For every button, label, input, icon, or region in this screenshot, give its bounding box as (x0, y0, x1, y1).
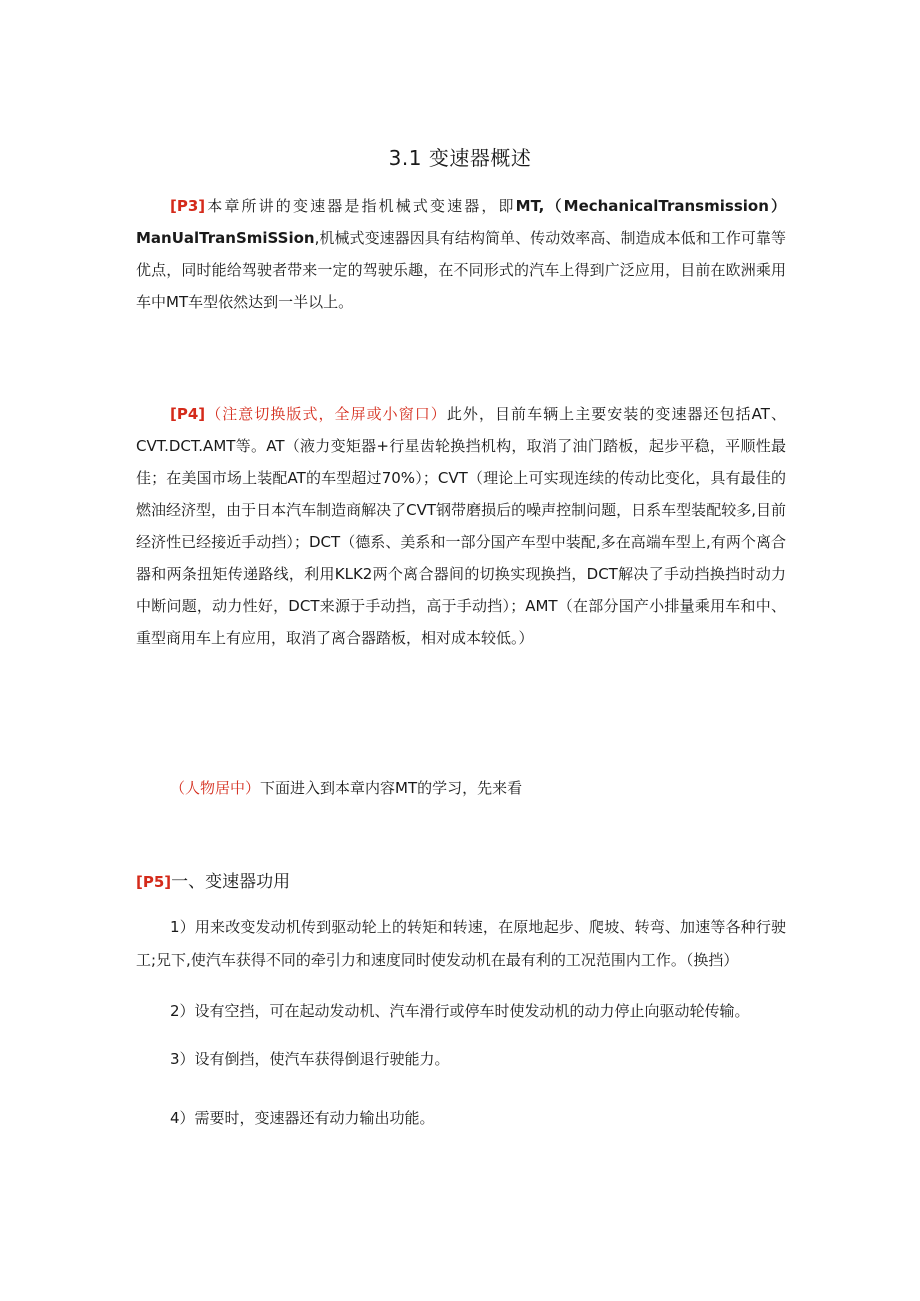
section-title: 3.1 变速器概述 (388, 146, 532, 170)
p3-bold-term: MT,（MechanicalTransmission）ManUalTranSmiSSion (136, 197, 786, 247)
p5-tag: [P5] (136, 873, 172, 891)
function-item-4: 4）需要时，变速器还有动力输出功能。 (170, 1109, 435, 1127)
section-heading (136, 868, 290, 896)
paragraph-p4 (136, 398, 786, 654)
p3-text-b: ,机械式变速器因具有结构简单、传动效率高、制造成本低和工作可靠等优点，同时能给驾驶者带来一定的驾驶乐趣，在不同形式的汽车上得到广泛应用，目前在欧洲乘用车中MT车型依然达到一半以上。 (136, 229, 786, 311)
person-text: 下面进入到本章内容MT的学习，先来看 (260, 779, 523, 797)
function-item-3: 3）设有倒挡，使汽车获得倒退行驶能力。 (170, 1050, 450, 1068)
p4-tag: [P4] (170, 405, 206, 423)
section-heading-text: 一、变速器功用 (171, 872, 291, 892)
function-item-1: 1）用来改变发动机传到驱动轮上的转矩和转速，在原地起步、爬坡、转弯、加速等各种行驶工;兄下,使汽车获得不同的牵引力和速度同时使发动机在最有利的工况范围内工作。（换挡） (136, 918, 786, 969)
person-note: （人物居中） (170, 779, 261, 797)
p4-note: （注意切换版式，全屏或小窗口） (205, 405, 447, 423)
p3-text-a: 本章所讲的变速器是指机械式变速器，即 (205, 197, 516, 215)
paragraph-person (136, 772, 786, 804)
p4-text: 此外，目前车辆上主要安装的变速器还包括AT、CVT.DCT.AMT等。AT（液力变矩器+行星齿轮换挡机构，取消了油门踏板，起步平稳，平顺性最佳；在美国市场上装配AT的车型超过70%）；CVT（理论上可实现连续的传动比变化，具有最佳的燃油经济型，由于日本汽车制造商解决了CVT钢带磨损后的噪声控制问题，日系车型装配较多,目前经济性已经接近手动挡）；DCT（德系、美系和一部分国产车型中装配,多在高端车型上,有两个离合器和两条扭矩传递路线，利用KLK2两个离合器间的切换实现换挡，DCT解决了手动挡换挡时动力中断问题，动力性好，DCT来源于手动挡，高于手动挡）；AMT（在部分国产小排量乘用车和中、重型商用车上有应用，取消了离合器踏板，相对成本较低。） (136, 405, 786, 647)
paragraph-p3 (136, 190, 786, 318)
function-item-2: 2）设有空挡，可在起动发动机、汽车滑行或停车时使发动机的动力停止向驱动轮传输。 (170, 1002, 750, 1020)
p3-tag: [P3] (170, 197, 206, 215)
